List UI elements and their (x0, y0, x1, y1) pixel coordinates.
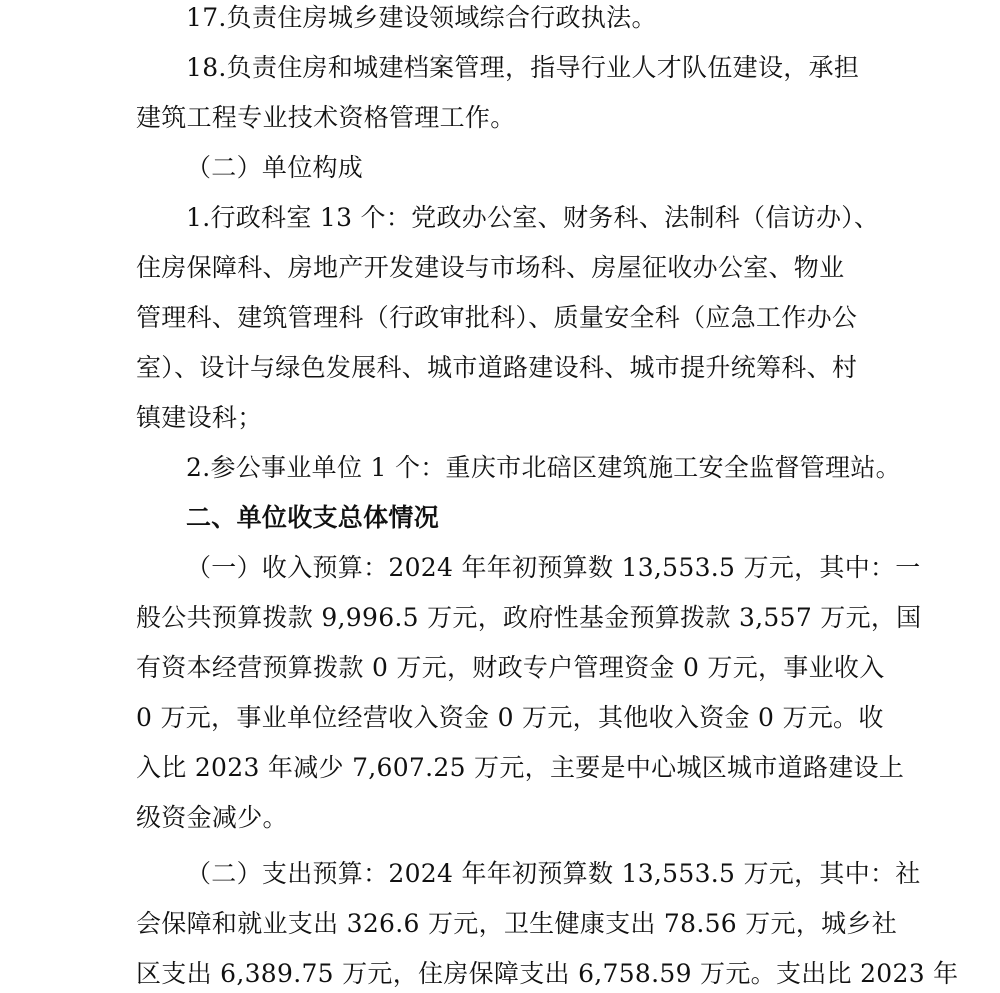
paragraph-line: （二）支出预算：2024 年年初预算数 13,553.5 万元，其中：社 (186, 859, 921, 888)
paragraph-line: 建筑工程专业技术资格管理工作。 (136, 103, 516, 132)
paragraph-line: 入比 2023 年减少 7,607.25 万元，主要是中心城区城市道路建设上 (136, 753, 905, 782)
paragraph-line: 级资金减少。 (136, 803, 288, 832)
paragraph-line: 2.参公事业单位 1 个：重庆市北碚区建筑施工安全监督管理站。 (186, 453, 901, 482)
section-subheading: （二）单位构成 (186, 153, 364, 182)
paragraph-line: 18.负责住房和城建档案管理，指导行业人才队伍建设，承担 (186, 53, 860, 82)
paragraph-line: 1.行政科室 13 个：党政办公室、财务科、法制科（信访办）、 (186, 203, 880, 232)
paragraph-line: 有资本经营预算拨款 0 万元，财政专户管理资金 0 万元，事业收入 (136, 653, 885, 682)
paragraph-line: （一）收入预算：2024 年年初预算数 13,553.5 万元，其中：一 (186, 553, 921, 582)
paragraph-line: 般公共预算拨款 9,996.5 万元，政府性基金预算拨款 3,557 万元，国 (136, 603, 922, 632)
paragraph-line: 17.负责住房城乡建设领域综合行政执法。 (186, 3, 657, 32)
paragraph-line: 住房保障科、房地产开发建设与市场科、房屋征收办公室、物业 (136, 253, 845, 282)
section-heading: 二、单位收支总体情况 (186, 503, 440, 532)
paragraph-line: 管理科、建筑管理科（行政审批科）、质量安全科（应急工作办公 (136, 303, 858, 332)
paragraph-line: 区支出 6,389.75 万元，住房保障支出 6,758.59 万元。支出比 2023 年 (136, 959, 959, 988)
paragraph-line: 室）、设计与绿色发展科、城市道路建设科、城市提升统筹科、村 (136, 353, 858, 382)
paragraph-line: 镇建设科； (136, 403, 263, 432)
paragraph-line: 会保障和就业支出 326.6 万元，卫生健康支出 78.56 万元，城乡社 (136, 909, 898, 938)
paragraph-line: 0 万元，事业单位经营收入资金 0 万元，其他收入资金 0 万元。收 (136, 703, 884, 732)
